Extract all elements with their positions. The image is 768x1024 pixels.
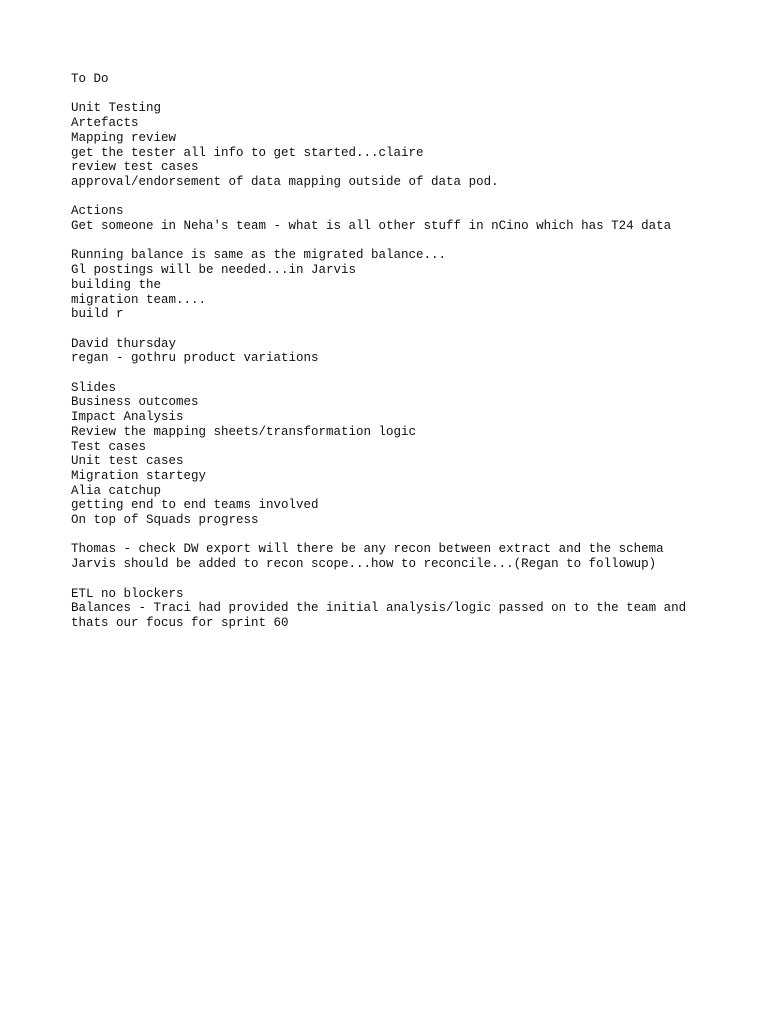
document-page (71, 72, 711, 645)
note-line: approval/endorsement of data mapping outside of data pod. (71, 174, 499, 189)
section-heading: Actions (71, 204, 124, 219)
note-line: Test cases (71, 439, 147, 454)
note-line: David thursday (71, 336, 177, 351)
note-line: Running balance is same as the migrated balance... (71, 248, 447, 263)
note-line: review test cases (71, 160, 199, 175)
section-balances (71, 248, 711, 322)
note-line: Alia catchup (71, 483, 162, 498)
section-heading: Slides (71, 380, 117, 395)
note-line: get the tester all info to get started...claire (71, 145, 424, 160)
document-title-block (71, 72, 711, 87)
section-slides (71, 381, 711, 528)
note-line: Gl postings will be needed...in Jarvis (71, 263, 357, 278)
note-line: Migration startegy (71, 468, 207, 483)
note-line: Review the mapping sheets/transformation logic (71, 424, 417, 439)
note-line: ETL no blockers (71, 586, 184, 601)
note-line: Balances - Traci had provided the initial analysis/logic passed on to the team and thats our focus for sprint 60 (71, 601, 694, 630)
note-line: Mapping review (71, 130, 177, 145)
section-actions (71, 204, 711, 233)
note-line: Impact Analysis (71, 410, 184, 425)
note-line: getting end to end teams involved (71, 498, 319, 513)
section-recon (71, 542, 711, 571)
section-etl (71, 587, 711, 631)
note-line: Unit test cases (71, 454, 184, 469)
note-line: Get someone in Neha's team - what is all other stuff in nCino which has T24 data (71, 219, 672, 233)
note-line: regan - gothru product variations (71, 351, 319, 366)
document-title: To Do (71, 72, 109, 86)
note-line: Unit Testing (71, 101, 162, 116)
note-line: Thomas - check DW export will there be any recon between extract and the schema (71, 542, 664, 557)
note-line: Artefacts (71, 116, 139, 131)
note-line: build r (71, 307, 124, 322)
note-line: building the (71, 277, 162, 292)
section-people (71, 337, 711, 366)
note-line: Business outcomes (71, 395, 199, 410)
section-todo-items (71, 101, 711, 189)
note-line: On top of Squads progress (71, 513, 259, 528)
note-line: Jarvis should be added to recon scope...how to reconcile...(Regan to followup) (71, 557, 657, 572)
note-line: migration team.... (71, 292, 207, 307)
